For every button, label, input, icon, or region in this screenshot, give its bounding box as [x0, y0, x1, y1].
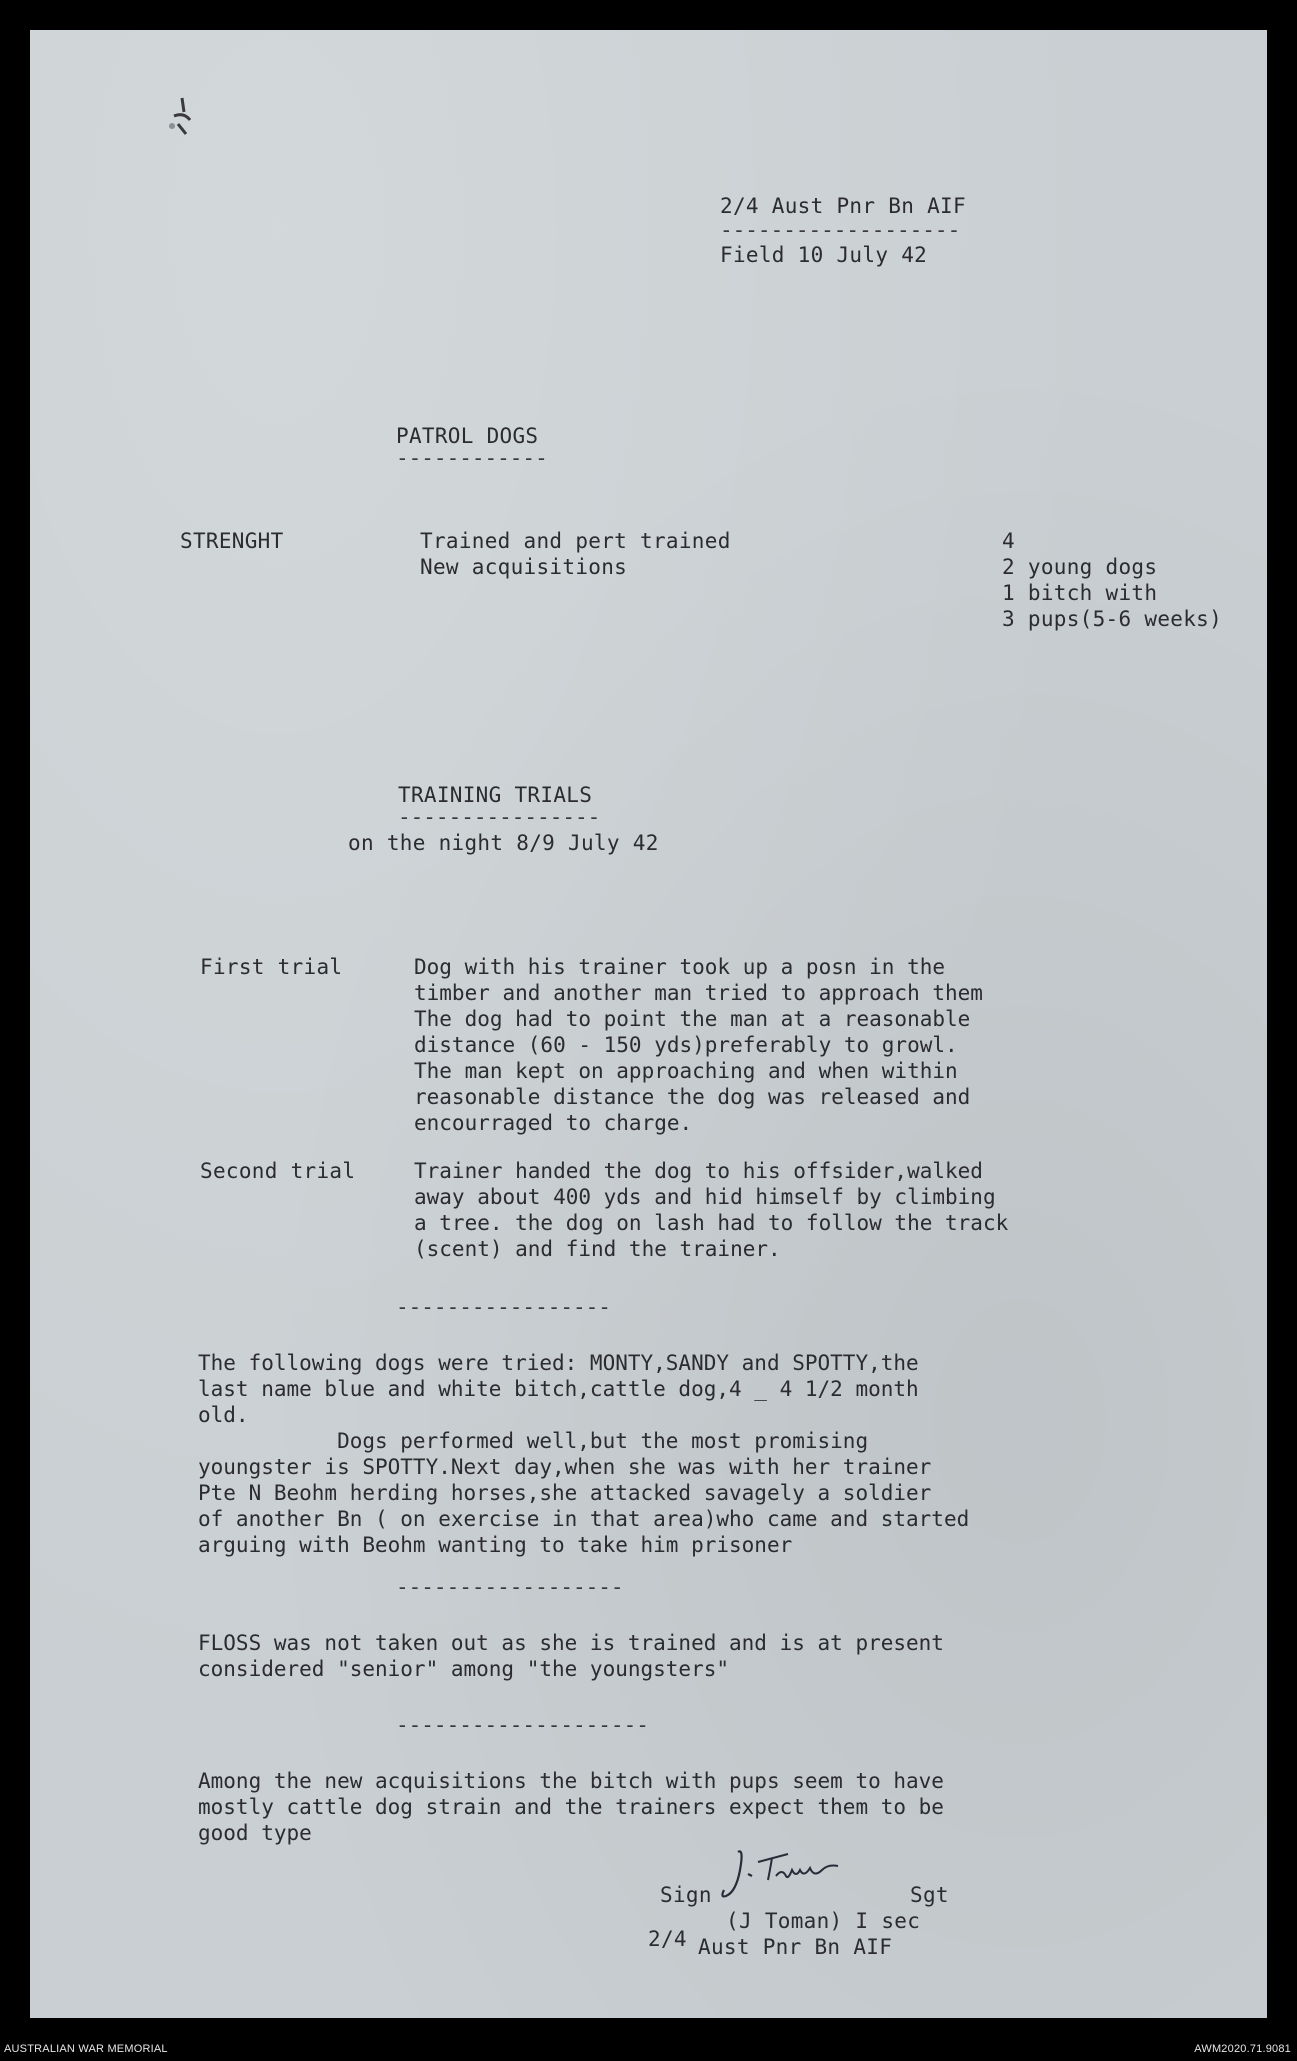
strength-count-1: 2 young dogs — [1002, 555, 1158, 579]
text-line: of another Bn ( on exercise in that area)who came and started — [198, 1507, 970, 1531]
second-trial-label: Second trial — [200, 1159, 356, 1183]
text-line: The dog had to point the man at a reasonable — [414, 1007, 971, 1031]
strength-row2-desc: New acquisitions — [420, 555, 628, 579]
text-line: considered "senior" among "the youngsters" — [198, 1657, 730, 1681]
text-line: mostly cattle dog strain and the trainers expect them to be — [198, 1795, 944, 1819]
strength-count-2: 1 bitch with — [1002, 581, 1158, 605]
signature-unit: Aust Pnr Bn AIF — [698, 1935, 893, 1959]
header-unit: 2/4 Aust Pnr Bn AIF — [720, 194, 966, 218]
text-line: Trainer handed the dog to his offsider,walked — [414, 1159, 983, 1183]
text-line: distance (60 - 150 yds)preferably to growl. — [414, 1033, 958, 1057]
signature-rank: Sgt — [910, 1883, 949, 1907]
text-line: old. — [198, 1403, 249, 1427]
separator-3: -------------------- — [396, 1713, 649, 1737]
text-line: encourraged to charge. — [414, 1111, 693, 1135]
text-line: a tree. the dog on lash had to follow the track — [414, 1211, 1009, 1235]
text-line: reasonable distance the dog was released and — [414, 1085, 971, 1109]
first-trial-text — [414, 954, 983, 1136]
sign-label: Sign — [660, 1883, 712, 1907]
text-line: good type — [198, 1821, 312, 1845]
first-trial-label: First trial — [200, 955, 343, 979]
header-rule: ------------------- — [720, 218, 961, 242]
strength-row1-count: 4 — [1002, 529, 1015, 553]
patrol-title: PATROL DOGS — [396, 424, 539, 448]
separator-1: ----------------- — [396, 1295, 611, 1319]
trials-rule: ---------------- — [398, 805, 601, 829]
floss-paragraph — [198, 1630, 944, 1682]
performance-paragraph — [198, 1428, 969, 1558]
footer-accession-number: AWM2020.71.9081 — [1194, 2043, 1291, 2055]
text-line: FLOSS was not taken out as she is trained and is at present — [198, 1631, 944, 1655]
text-line: Among the new acquisitions the bitch with pups seem to have — [198, 1769, 944, 1793]
trials-subtitle: on the night 8/9 July 42 — [348, 831, 659, 855]
patrol-rule: ------------ — [396, 446, 548, 470]
text-line: away about 400 yds and hid himself by climbing — [414, 1185, 996, 1209]
text-line: Dogs performed well,but the most promising — [198, 1429, 869, 1453]
strength-count-3: 3 pups(5-6 weeks) — [1002, 607, 1223, 631]
trials-title: TRAINING TRIALS — [398, 783, 593, 807]
text-line: Pte N Beohm herding horses,she attacked savagely a soldier — [198, 1481, 932, 1505]
handwritten-signature — [718, 1840, 878, 1910]
text-line: The man kept on approaching and when within — [414, 1059, 958, 1083]
second-trial-text — [414, 1158, 1008, 1262]
text-line: timber and another man tried to approach them — [414, 981, 983, 1005]
document-page — [30, 30, 1267, 2018]
signature-unit-prefix: 2/4 — [648, 1927, 687, 1951]
text-line: youngster is SPOTTY.Next day,when she was with her trainer — [198, 1455, 932, 1479]
text-line: Dog with his trainer took up a posn in the — [414, 955, 946, 979]
dogs-paragraph — [198, 1350, 919, 1428]
text-line: arguing with Beohm wanting to take him prisoner — [198, 1533, 793, 1557]
header-place-date: Field 10 July 42 — [720, 243, 928, 267]
signature-name: (J Toman) I sec — [726, 1909, 921, 1933]
strength-label: STRENGHT — [180, 529, 284, 553]
strength-row1-desc: Trained and pert trained — [420, 529, 731, 553]
text-line: last name blue and white bitch,cattle dog,4 _ 4 1/2 month — [198, 1377, 919, 1401]
ink-mark — [150, 90, 210, 150]
text-line: (scent) and find the trainer. — [414, 1237, 781, 1261]
acquisitions-paragraph — [198, 1768, 944, 1846]
text-line: The following dogs were tried: MONTY,SANDY and SPOTTY,the — [198, 1351, 919, 1375]
footer-archive-name: AUSTRALIAN WAR MEMORIAL — [4, 2043, 168, 2055]
separator-2: ------------------ — [396, 1575, 624, 1599]
